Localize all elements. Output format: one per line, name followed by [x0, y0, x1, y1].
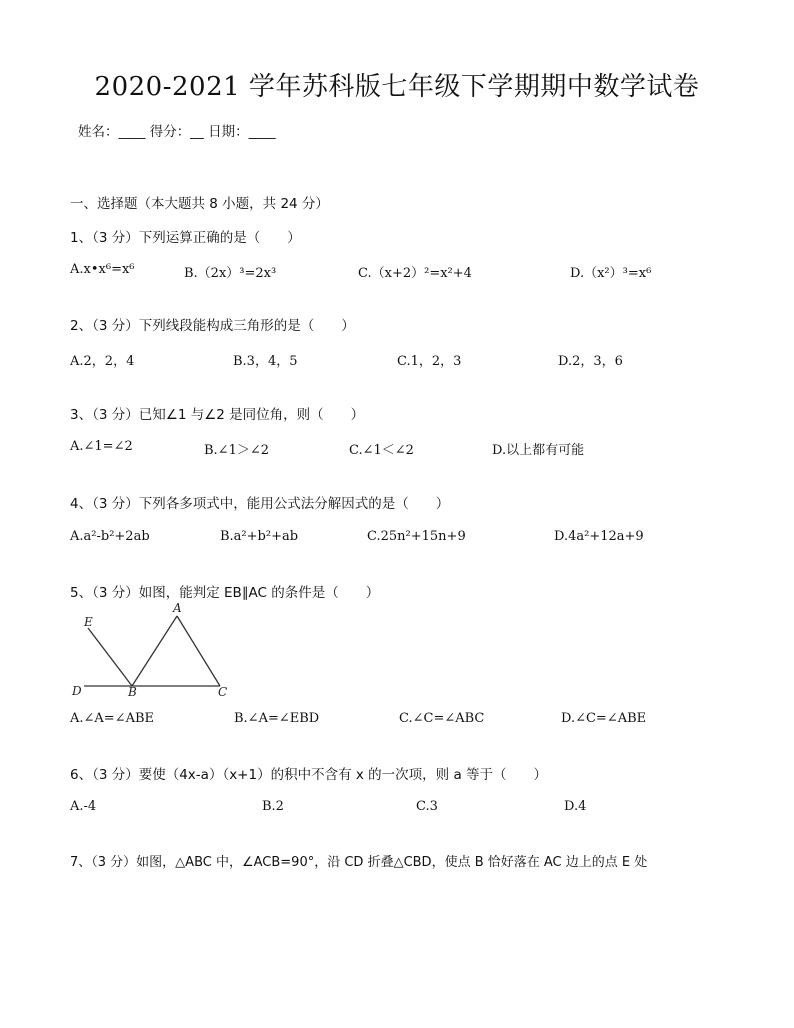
question-1-option-c: C.（x+2）²=x²+4 [358, 266, 472, 281]
question-1-option-d: D.（x²）³=x⁶ [570, 266, 652, 281]
question-5-option-d: D.∠C=∠ABE [561, 711, 647, 726]
question-2-option-c: C.1，2，3 [397, 354, 462, 369]
question-5-option-b: B.∠A=∠EBD [234, 711, 320, 726]
question-5-geometry-figure [64, 600, 244, 704]
question-7-stem: 7、（3 分）如图，△ABC 中，∠ACB=90°，沿 CD 折叠△CBD，使点 B 恰好落在 AC 边上的点 E 处 [70, 855, 648, 870]
point-label-b: B [128, 685, 137, 699]
question-6-option-c: C.3 [416, 799, 438, 814]
question-4-option-a: A.a²-b²+2ab [70, 529, 150, 544]
question-3-option-a: A.∠1=∠2 [70, 439, 133, 454]
question-6-option-b: B.2 [262, 799, 284, 814]
student-info-line: 姓名：____ 得分：__ 日期：____ [78, 124, 276, 140]
question-6-stem: 6、（3 分）要使（4x-a）（x+1）的积中不含有 x 的一次项，则 a 等于（ ） [70, 767, 548, 783]
section-heading: 一、选择题（本大题共 8 小题，共 24 分） [70, 196, 329, 212]
segment-ac [177, 616, 220, 686]
point-label-e: E [84, 615, 93, 629]
question-2-stem: 2、（3 分）下列线段能构成三角形的是（ ） [70, 318, 355, 334]
question-4-option-c: C.25n²+15n+9 [367, 529, 466, 544]
point-label-c: C [218, 685, 228, 699]
question-6-option-d: D.4 [564, 799, 587, 814]
question-5-option-a: A.∠A=∠ABE [70, 711, 155, 726]
question-4-stem: 4、（3 分）下列各多项式中，能用公式法分解因式的是（ ） [70, 496, 450, 512]
question-4-option-b: B.a²+b²+ab [220, 529, 299, 544]
question-2-option-b: B.3，4，5 [233, 354, 298, 369]
point-label-a: A [173, 601, 182, 615]
point-label-d: D [72, 684, 82, 698]
question-3-stem: 3、（3 分）已知∠1 与∠2 是同位角，则（ ） [70, 407, 365, 423]
question-1-stem: 1、（3 分）下列运算正确的是（ ） [70, 230, 301, 246]
question-2-option-a: A.2，2，4 [70, 354, 135, 369]
question-3-option-b: B.∠1＞∠2 [204, 443, 270, 458]
question-5-option-c: C.∠C=∠ABC [399, 711, 485, 726]
question-1-option-a: A.x•x⁶=x⁶ [70, 262, 135, 277]
question-3-option-c: C.∠1＜∠2 [349, 443, 414, 458]
question-1-option-b: B.（2x）³=2x³ [184, 266, 277, 281]
question-6-option-a: A.-4 [70, 799, 97, 814]
question-4-option-d: D.4a²+12a+9 [554, 529, 644, 544]
question-5-stem: 5、（3 分）如图，能判定 EB∥AC 的条件是（ ） [70, 585, 380, 601]
page-title: 2020-2021 学年苏科版七年级下学期期中数学试卷 [94, 72, 700, 102]
segment-ba [132, 616, 177, 686]
segment-eb [88, 628, 132, 686]
question-3-option-d: D.以上都有可能 [492, 443, 585, 458]
question-2-option-d: D.2，3，6 [558, 354, 623, 369]
